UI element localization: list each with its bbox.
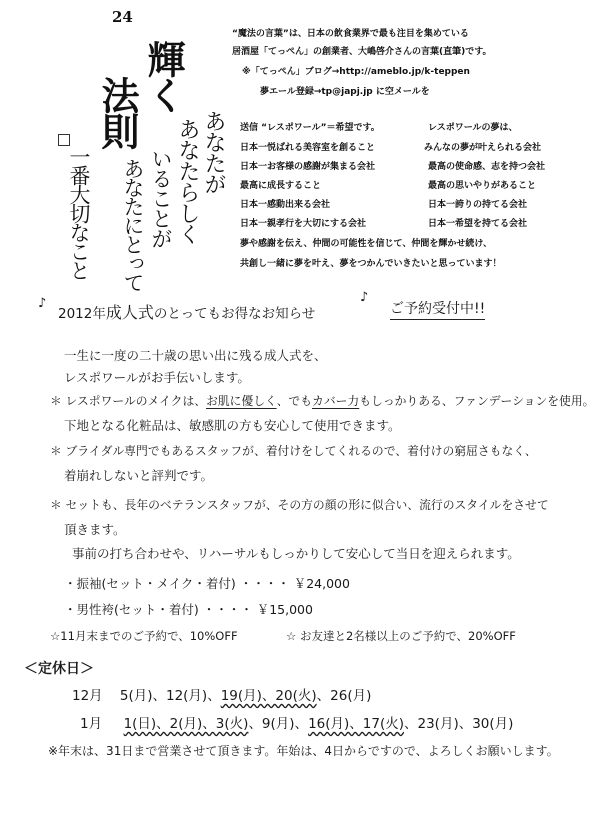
dreams-closing-2: 共創し一緒に夢を叶え、夢をつかんでいきたいと思っています！ xyxy=(240,259,502,269)
dream-right-3: 最高の思いやりがあること xyxy=(428,181,537,191)
calligraphy-title-kagayaku: 輝く xyxy=(141,40,186,112)
holidays-dec-consecutive: 19(月)、20(火) xyxy=(220,688,317,704)
heart-icon: ♪ xyxy=(38,296,47,311)
bullet-kitsuke-line-2: 着崩れしないと評判です。 xyxy=(64,468,214,483)
seal-stamp-icon xyxy=(58,134,70,146)
dreams-closing-1: 夢や感謝を伝え、仲間の可能性を信じて、仲間を輝かせ続け、 xyxy=(240,239,493,249)
price-hakama: ・男性袴(セット・着付) ・・・・ ￥15,000 xyxy=(64,602,313,617)
intro-line-1: “魔法の言葉”は、日本の飲食業界で最も注目を集めている xyxy=(232,29,469,39)
dream-right-4: 日本一誇りの持てる会社 xyxy=(428,200,528,210)
bullet-set-line-3: 事前の打ち合わせや、リハーサルもしっかりして安心して当日を迎えられます。 xyxy=(72,546,520,561)
holidays-december: 12月 5(月)、12(月)、19(月)、20(火)、26(月) xyxy=(72,688,372,704)
dream-right-2: 最高の使命感、志を持つ会社 xyxy=(428,162,546,172)
heart-icon-2: ♪ xyxy=(360,290,369,305)
notice-para-1: 一生に一度の二十歳の思い出に残る成人式を、 xyxy=(64,348,327,363)
holidays-jan-label: 1月 xyxy=(80,716,103,732)
notice-para-2: レスポワールがお手伝いします。 xyxy=(64,370,250,385)
dream-left-1: 日本一悦ばれる美容室を創ること xyxy=(240,143,376,153)
bullet-set-line-2: 頂きます。 xyxy=(64,522,126,537)
bullet-makeup-line-2: 下地となる化粧品は、敏感肌の方も安心して使用できます。 xyxy=(64,418,401,433)
holidays-dec-label: 12月 xyxy=(72,688,103,704)
notice-heading-suffix: のとってもお得なお知らせ xyxy=(153,306,316,322)
discount-friends: ☆ お友達と2名様以上のご予約で、20%OFF xyxy=(286,629,516,643)
calligraphy-line-2: あなたらしく xyxy=(175,118,200,244)
dream-right-1: みんなの夢が叶えられる会社 xyxy=(424,143,542,153)
dreams-header-right: レスポワールの夢は、 xyxy=(428,123,518,133)
intro-line-2: 居酒屋「てっぺん」の創業者、大嶋啓介さんの言葉(直筆)です。 xyxy=(232,47,492,57)
holidays-jan-consecutive: 16(月)、17(火) xyxy=(308,716,404,732)
dream-right-5: 日本一希望を持てる会社 xyxy=(428,219,528,229)
calligraphy-block xyxy=(48,36,226,291)
holidays-january: 1月 1(日)、2(月)、3(火)、9(月)、16(月)、17(火)、23(月)、30(月) xyxy=(80,716,514,732)
calligraphy-line-5: 一番大切なこと xyxy=(67,146,91,279)
notice-heading-main: 成人式 xyxy=(105,303,154,322)
bullet-set: ＊ セットも、長年のベテランスタッフが、その方の顔の形に似合い、流行のスタイルをさせて xyxy=(50,498,549,512)
dream-left-5: 日本一親孝行を大切にする会社 xyxy=(240,219,367,229)
price-furisode: ・振袖(セット・メイク・着付) ・・・・ ￥24,000 xyxy=(64,576,350,591)
reservation-badge: ご予約受付中!! xyxy=(390,298,485,320)
dream-left-4: 日本一感動出来る会社 xyxy=(240,200,331,210)
dream-left-2: 日本一お客様の感謝が集まる会社 xyxy=(240,162,376,172)
calligraphy-line-3: いることが xyxy=(149,148,173,248)
holidays-heading: ＜定休日＞ xyxy=(24,661,94,677)
dreams-header-left: 送信 “レスポワール”＝希望です。 xyxy=(240,123,380,133)
calligraphy-line-4: あなたにとって xyxy=(121,158,145,291)
intro-email-link[interactable]: 夢エール登録→tp@japj.jp に空メールを xyxy=(260,87,430,97)
notice-heading xyxy=(58,300,315,323)
page-number: 24 xyxy=(112,8,133,26)
calligraphy-title-housoku: 法則 xyxy=(95,76,140,148)
notice-heading-year: 2012年 xyxy=(58,306,106,322)
discount-early: ☆11月末までのご予約で、10%OFF xyxy=(50,629,238,643)
intro-blog-link[interactable]: ※「てっぺん」ブログ→http://ameblo.jp/k-teppen xyxy=(242,67,470,77)
dream-left-3: 最高に成長すること xyxy=(240,181,322,191)
holidays-note: ※年末は、31日まで営業させて頂きます。年始は、4日からですので、よろしくお願いします。 xyxy=(48,744,559,758)
bullet-makeup: ＊ レスポワールのメイクは、お肌に優しく、でもカバー力もしっかりある、ファンデーションを使用。 xyxy=(50,394,594,408)
holidays-jan-newyear: 1(日)、2(月)、3(火) xyxy=(123,716,249,732)
calligraphy-line-1: あなたが xyxy=(201,110,226,194)
bullet-kitsuke: ＊ ブライダル専門でもあるスタッフが、着付けをしてくれるので、着付けの窮屈さもなく、 xyxy=(50,444,537,458)
